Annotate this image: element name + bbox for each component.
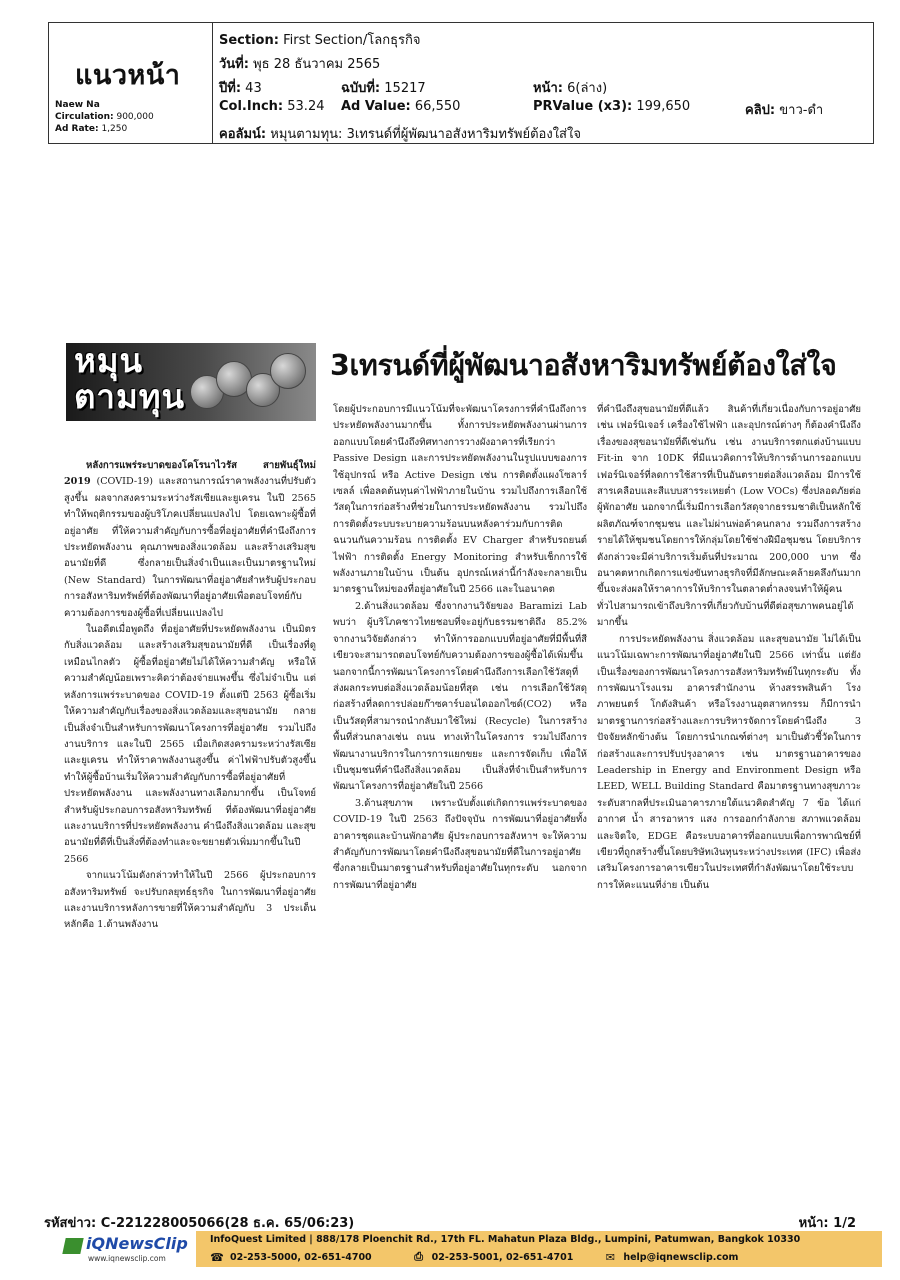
col-inch-value: 53.24 xyxy=(287,99,325,114)
column-label: คอลัมน์: xyxy=(219,127,267,142)
company-address: InfoQuest Limited | 888/178 Ploenchit Rd., 17th FL. Mahatun Plaza Bldg., Lumpini, Patumwan, Bangkok 10330 xyxy=(210,1234,801,1245)
page-value: 6(ล่าง) xyxy=(567,81,608,96)
section-value: First Section/โลกธุรกิจ xyxy=(283,33,421,48)
paragraph: 2.ด้านสิ่งแวดล้อม ซึ่งจากงานวิจัยของ Baramizi Lab พบว่า ผู้บริโภคชาวไทยชอบที่จะอยู่กับธรรมชาติถึง 85.2% จากงานวิจัยดังกล่าว ทำให้การออกแบบที่อยู่อาศัยที่มีพื้นที่สีเขียวจะสามารถตอบโจทย์กับความต้องการของผู้ซื้อได้เพิ่มขึ้น นอกจากนี้การพัฒนาโครงการโดยคำนึงถึงการเลือกใช้วัสดุที่ส่งผลกระทบต่อสิ่งแวดล้อมน้อยที่สุด เช่น การเลือกใช้วัสดุก่อสร้างที่ลดการปล่อยก๊าซคาร์บอนไดออกไซด์(CO2) หรือเป็นวัสดุที่สามารถนำกลับมาใช้ใหม่ (Recycle) ในการสร้างพื้นที่ส่วนกลางเช่น ถนน ทางเท้าในโครงการ รวมไปถึงการพัฒนางานบริการในการการแยกขยะ และการจัดเก็บ เพื่อให้เป็นชุมชนที่คำนึงถึงสิ่งแวดล้อม เป็นสิ่งที่จำเป็นสำหรับการพัฒนาโครงการที่อยู่อาศัยในปี 2566 xyxy=(333,600,587,793)
paragraph: การประหยัดพลังงาน สิ่งแวดล้อม และสุขอนามัย ไม่ได้เป็นแนวโน้มเฉพาะการพัฒนาที่อยู่อาศัยในปี 2566 เท่านั้น แต่ยังเป็นเรื่องของการพัฒนาโครงการอสังหาริมทรัพย์ในทุกระดับ ทั้งการพัฒนาโรงแรม อาคารสำนักงาน ห้างสรรพสินค้า โรงภาพยนตร์ โกดังสินค้า หรือโรงงานอุตสาหกรรม ก็มีการนำมาตรฐานการก่อสร้างและการบริหารจัดการโดยคำนึงถึง 3 ปัจจัยหลักข้างต้น โดยการนำเกณฑ์ต่างๆ มาเป็นตัวชี้วัดในการก่อสร้างและการปรับปรุงอาคาร เช่น มาตรฐานอาคารของ Leadership in Energy and Environment Design หรือ LEED, WELL Building Standard คือมาตรฐานทางสุขภาวะระดับสากลที่ประเมินอาคารภายใต้แนวคิดสำคัญ 7 ข้อ ได้แก่ อากาศ น้ำ สารอาหาร แสง การออกกำลังกาย สภาพแวดล้อม และจิตใจ, EDGE คือระบบอาคารที่ออกแบบเพื่อการพาณิชย์ที่เขียวที่ถูกสร้างขึ้นโดยบริษัทเงินทุนระหว่างประเทศ (IFC) เพื่อส่งเสริมโครงการอาคารเขียวในประเทศที่กำลังพัฒนาโดยใช้ระบบการให้คะแนนที่ง่าย เป็นต้น xyxy=(597,633,861,891)
article-column-1 xyxy=(64,458,316,934)
paragraph: จากแนวโน้มดังกล่าวทำให้ในปี 2566 ผู้ประกอบการอสังหาริมทรัพย์ จะปรับกลยุทธ์ธุรกิจ ในการพัฒนาที่อยู่อาศัยและงานบริการหลังการขายที่ให้ความสำคัญกับ 3 ประเด็นหลักคือ 1.ด้านพลังงาน xyxy=(64,870,316,931)
column-value: หมุนตามทุน: 3เทรนด์ที่ผู้พัฒนาอสังหาริมทรัพย์ต้องใส่ใจ xyxy=(270,127,581,142)
fax-icon: ⎙ xyxy=(414,1250,424,1263)
news-reference-label: รหัสข่าว: xyxy=(44,1216,97,1231)
email-icon: ✉ xyxy=(605,1250,615,1264)
article-column-2 xyxy=(333,402,587,894)
page-label: หน้า: xyxy=(533,81,563,96)
publication-en-name: Naew Na xyxy=(55,100,100,110)
paragraph: (COVID-19) และสถานการณ์ราคาพลังงานที่ปรับตัวสูงขึ้น ผลจากสงครามระหว่างรัสเซียและยูเครน ในปี 2565 ทำให้พฤติกรรมของผู้บริโภคเปลี่ยนแปลงไป โดยเฉพาะผู้ซื้อที่อยู่อาศัย ที่ให้ความสำคัญกับการซื้อที่อยู่อาศัยที่คำนึงถึงการประหยัดพลังงาน คุณภาพของสิ่งแวดล้อม และสร้างเสริมสุขอนามัยที่ดี ซึ่งกลายเป็นสิ่งจำเป็นและเป็นมาตรฐานใหม่ (New Standard) ในการพัฒนาที่อยู่อาศัยสำหรับผู้ประกอบการอสังหาริมทรัพย์ที่ต้องพัฒนาที่อยู่อาศัยเพื่อตอบโจทย์กับความต้องการของผู้ซื้อที่เปลี่ยนแปลงไป xyxy=(64,476,316,619)
news-reference xyxy=(44,1212,354,1233)
section-label: Section: xyxy=(219,33,279,48)
publication-box xyxy=(49,23,213,143)
year-value: 43 xyxy=(245,81,262,96)
logo-mark-icon xyxy=(62,1238,83,1254)
clip-info xyxy=(213,23,873,143)
ad-rate-value: 1,250 xyxy=(101,124,128,134)
circulation-value: 900,000 xyxy=(116,112,154,122)
year-label: ปีที่: xyxy=(219,81,242,96)
paragraph: ในอดีตเมื่อพูดถึง ที่อยู่อาศัยที่ประหยัดพลังงาน เป็นมิตรกับสิ่งแวดล้อม และสร้างเสริมสุขอนามัยที่ดี เป็นเรื่องที่ดูเหมือนไกลตัว ผู้ซื้อที่อยู่อาศัยไม่ได้ให้ความสำคัญ หรือให้ความสำคัญน้อยเพราะคิดว่าต้องจ่ายแพงขึ้น ซึ่งไม่จำเป็น แต่หลังการแพร่ระบาดของ COVID-19 ตั้งแต่ปี 2563 ผู้ซื้อเริ่มให้ความสำคัญกับเรื่องของสิ่งแวดล้อมและสุขอนามัย กลายเป็นสิ่งจำเป็นสำหรับการพัฒนาโครงการที่อยู่อาศัย รวมไปถึงงานบริการ และในปี 2565 เมื่อเกิดสงครามระหว่างรัสเซีย และยูเครน ทำให้ราคาพลังงานสูงขึ้น ค่าไฟฟ้าปรับตัวสูงขึ้น ทำให้ผู้ซื้อบ้านเริ่มให้ความสำคัญกับการซื้อที่อยู่อาศัยที่ประหยัดพลังงาน และพลังงานทางเลือกมากขึ้น เป็นโจทย์สำหรับผู้ประกอบการอสังหาริมทรัพย์ ที่ต้องพัฒนาที่อยู่อาศัยและงานบริการที่ประหยัดพลังงาน คำนึงถึงสิ่งแวดล้อม และสุขอนามัยที่ดีที่เป็นสิ่งที่ต้องทำและจะขยายตัวเพิ่มมากขึ้นในปี 2566 xyxy=(64,624,316,865)
article-column-3 xyxy=(597,402,861,894)
logo-url: www.iqnewsclip.com xyxy=(88,1254,166,1263)
contact-line xyxy=(210,1250,738,1264)
logo-text: iQNewsClip xyxy=(86,1234,188,1253)
article-headline: 3เทรนด์ที่ผู้พัฒนาอสังหาริมทรัพย์ต้องใส่ใจ xyxy=(330,349,837,382)
col-inch-label: Col.Inch: xyxy=(219,99,284,114)
contact-bar xyxy=(196,1231,882,1267)
phone-icon: ☎ xyxy=(210,1250,224,1264)
paragraph: ที่คำนึงถึงสุขอนามัยที่ดีแล้ว สินค้าที่เกี่ยวเนื่องกับการอยู่อาศัย เช่น เฟอร์นิเจอร์ เครื่องใช้ไฟฟ้า และอุปกรณ์ต่างๆ ก็ต้องคำนึงถึงเรื่องของสุขอนามัยที่ดีเช่นกัน เช่น งานบริการตกแต่งบ้านแบบ Fit-in จาก 10DK ที่มีแนวคิดการให้บริการด้านการออกแบบเฟอร์นิเจอร์ที่ลดการใช้สารที่เป็นอันตรายต่อสิ่งแวดล้อม มีการใช้สารเคลือบและสีแบบสารระเหยต่ำ (Low VOCs) ซึ่งปลอดภัยต่อผู้พักอาศัย นอกจากนี้เริ่มมีการเลือกวัสดุจากธรรมชาติเป็นหลักใช้ผลิตภัณฑ์จากชุมชน และไม่ผ่านพ่อค้าคนกลาง รวมถึงการสร้างรายได้ให้ชุมชนโดยการให้กลุ่มโดยใช้ช่างฝีมือชุมชน โดยบริการดังกล่าวจะมีค่าบริการเริ่มต้นที่ประมาณ 200,000 บาท ซึ่งอนาคตหากเกิดการแข่งขันทางธุรกิจที่มีลักษณะคล้ายคลึงกันมากขึ้นจะส่งผลให้ราคาการให้บริการในตลาดต่ำลงจนทำให้ผู้คนทั่วไปสามารถเข้าถึงบริการที่เกี่ยวกับบ้านที่ดีต่อสุขภาพคนอยู่ได้มากขึ้น xyxy=(597,404,861,629)
fax-numbers: 02-253-5001, 02-651-4701 xyxy=(431,1251,574,1263)
publication-name: แนวหน้า xyxy=(75,60,181,91)
publication-meta xyxy=(55,99,154,135)
email-address[interactable]: help@iqnewsclip.com xyxy=(623,1251,739,1263)
column-banner-title: หมุน ตามทุน xyxy=(74,343,186,416)
article-lead: หลังการแพร่ระบาดของโคโรนาไวรัส สายพันธุ์ใหม่ 2019 xyxy=(64,460,316,488)
ad-value-value: 66,550 xyxy=(414,99,461,114)
phone-numbers[interactable]: 02-253-5000, 02-651-4700 xyxy=(230,1251,372,1263)
date-label: วันที่: xyxy=(219,57,249,72)
coins-illustration xyxy=(190,351,308,415)
issue-value: 15217 xyxy=(384,81,426,96)
pr-value-value: 199,650 xyxy=(636,99,691,114)
news-reference-value: C-221228005066(28 ธ.ค. 65/06:23) xyxy=(100,1216,355,1231)
issue-label: ฉบับที่: xyxy=(341,81,381,96)
ad-rate-label: Ad Rate: xyxy=(55,124,99,134)
pr-value-label: PRValue (x3): xyxy=(533,99,633,114)
iqnewsclip-logo[interactable] xyxy=(60,1232,194,1268)
clip-header xyxy=(48,22,874,144)
clip-value: ขาว-ดำ xyxy=(779,103,824,118)
page-indicator: หน้า: 1/2 xyxy=(798,1216,856,1231)
circulation-label: Circulation: xyxy=(55,112,114,122)
ad-value-label: Ad Value: xyxy=(341,99,411,114)
date-value: พุธ 28 ธันวาคม 2565 xyxy=(253,57,381,72)
column-banner xyxy=(66,343,316,421)
clip-label: คลิป: xyxy=(745,103,776,118)
paragraph: 3.ด้านสุขภาพ เพราะนับตั้งแต่เกิดการแพร่ระบาดของ COVID-19 ในปี 2563 ถึงปัจจุบัน การพัฒนาที่อยู่อาศัยทั้งอาคารชุดและบ้านพักอาศัย ผู้ประกอบการอสังหาฯ จะให้ความสำคัญกับการพัฒนาโดยคำนึงถึงสุขอนามัยที่ดีในการอยู่อาศัย ซึ่งกลายเป็นมาตรฐานสำหรับที่อยู่อาศัยในทุกระดับ นอกจากการพัฒนาที่อยู่อาศัย xyxy=(333,797,587,891)
paragraph: โดยผู้ประกอบการมีแนวโน้มที่จะพัฒนาโครงการที่คำนึงถึงการประหยัดพลังงานมากขึ้น ทั้งการประหยัดพลังงานผ่านการออกแบบโดยคำนึงถึงทิศทางการวางผังอาคารที่เรียกว่า Passive Design และการประหยัดพลังงานในรูปแบบของการใช้อุปกรณ์ หรือ Active Design เช่น การติดตั้งแผงโซลาร์เซลล์ เพื่อลดต้นทุนค่าไฟฟ้าภายในบ้าน รวมไปถึงการเลือกใช้วัสดุในการก่อสร้างที่ช่วยในการประหยัดพลังงาน รวมไปถึงการติดตั้งระบบระบายความร้อนบนหลังคาร่วมกับการติดฉนวนกันความร้อน การติดตั้ง EV Charger สำหรับรถยนต์ไฟฟ้า การติดตั้ง Energy Monitoring สำหรับเช็กการใช้พลังงานภายในบ้าน เป็นต้น อุปกรณ์เหล่านี้กำลังจะกลายเป็นมาตรฐานใหม่ของที่อยู่อาศัยในปี 2566 และในอนาคต xyxy=(333,404,587,596)
